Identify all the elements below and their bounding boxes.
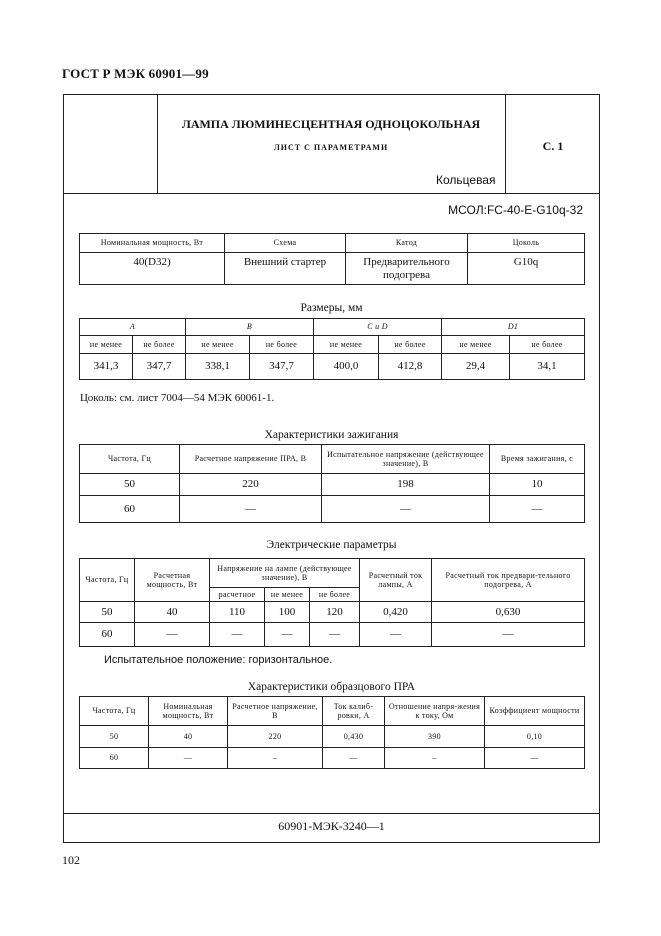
cell: — — [322, 496, 490, 523]
table-row — [80, 354, 585, 380]
sub-max: не более — [133, 336, 186, 354]
header-scheme: Схема — [225, 234, 346, 253]
sub-min: не менее — [265, 588, 310, 602]
value-power: 40(D32) — [80, 253, 225, 285]
doc-subtitle: ЛИСТ С ПАРАМЕТРАМИ — [273, 143, 389, 152]
cell: 100 — [265, 602, 310, 623]
sub-min: не менее — [80, 336, 133, 354]
standard-number: ГОСТ Р МЭК 60901—99 — [62, 66, 209, 81]
sub-min: не менее — [186, 336, 250, 354]
cell: 0,10 — [485, 726, 585, 748]
ignition-table — [79, 444, 585, 523]
sub-rated: расчетное — [210, 588, 265, 602]
cell: – — [385, 748, 485, 769]
table-row — [80, 697, 585, 726]
cell: — — [210, 623, 265, 647]
group-c-d: C и D — [314, 319, 442, 336]
header-power: Номинальная мощность, Вт — [80, 234, 225, 253]
dimensions-table — [79, 318, 585, 380]
table-row — [80, 623, 585, 647]
base-note: Цоколь: см. лист 7004—54 МЭК 60061-1. — [80, 392, 275, 404]
header-lamp-voltage: Напряжение на лампе (действующее значение), В — [210, 559, 360, 588]
header-test-voltage: Испытательное напряжение (действующее значение), В — [322, 445, 490, 474]
cell: — — [323, 748, 385, 769]
cell: 110 — [210, 602, 265, 623]
table-row — [80, 726, 585, 748]
footer-code: 60901-МЭК-3240—1 — [278, 819, 385, 833]
ballast-table — [79, 696, 585, 769]
header-voltage-current-ratio: Отношение напря-жения к току, Ом — [385, 697, 485, 726]
cell: 10 — [490, 474, 585, 496]
page-number: 102 — [62, 853, 80, 867]
cell: 390 — [385, 726, 485, 748]
cell: — — [485, 748, 585, 769]
sub-max: не более — [510, 336, 585, 354]
header-lamp-current: Расчетный ток лампы, А — [360, 559, 432, 602]
electrical-table — [79, 558, 585, 647]
header-power-factor: Коэффициент мощности — [485, 697, 585, 726]
table-row — [80, 319, 585, 336]
header-power: Номинальная мощность, Вт — [149, 697, 228, 726]
cell: 60 — [80, 748, 149, 769]
dim-value: 29,4 — [442, 354, 510, 380]
table-row — [80, 474, 585, 496]
cell: 120 — [310, 602, 360, 623]
cell: – — [228, 748, 323, 769]
table-row — [80, 559, 585, 588]
header-voltage: Расчетное напряжение, В — [228, 697, 323, 726]
header-cathode: Катод — [346, 234, 468, 253]
cell: 50 — [80, 726, 149, 748]
cell: 0,630 — [432, 602, 585, 623]
sheet-number: С. 1 — [542, 139, 564, 153]
dim-value: 412,8 — [379, 354, 442, 380]
cell: 40 — [135, 602, 210, 623]
value-cathode: Предварительного подогрева — [346, 253, 468, 285]
general-table — [79, 233, 585, 285]
cell: 40 — [149, 726, 228, 748]
cell: — — [135, 623, 210, 647]
ignition-title: Характеристики зажигания — [264, 429, 399, 441]
cell: — — [265, 623, 310, 647]
test-position: Испытательное положение: горизонтальное. — [104, 654, 333, 666]
table-row — [80, 602, 585, 623]
sub-max: не более — [379, 336, 442, 354]
header-base: Цоколь — [468, 234, 585, 253]
header-frequency: Частота, Гц — [80, 697, 149, 726]
value-scheme: Внешний стартер — [225, 253, 346, 285]
value-base: G10q — [468, 253, 585, 285]
header-power: Расчетная мощность, Вт — [135, 559, 210, 602]
lamp-code: МСОЛ:FC-40-E-G10q-32 — [448, 203, 583, 217]
cell: — — [149, 748, 228, 769]
header-ignition-time: Время зажигания, с — [490, 445, 585, 474]
cell: 198 — [322, 474, 490, 496]
dim-value: 347,7 — [133, 354, 186, 380]
cell: 50 — [80, 602, 135, 623]
footer-line — [64, 813, 599, 814]
sub-max: не более — [250, 336, 314, 354]
cell: — — [360, 623, 432, 647]
group-b: B — [186, 319, 314, 336]
dim-value: 338,1 — [186, 354, 250, 380]
lamp-type: Кольцевая — [436, 173, 496, 187]
header-frequency: Частота, Гц — [80, 445, 180, 474]
dim-value: 400,0 — [314, 354, 379, 380]
cell: 220 — [180, 474, 322, 496]
sub-min: не менее — [314, 336, 379, 354]
dim-value: 347,7 — [250, 354, 314, 380]
cell: — — [180, 496, 322, 523]
cell: — — [490, 496, 585, 523]
table-row — [80, 748, 585, 769]
sub-min: не менее — [442, 336, 510, 354]
table-row — [80, 336, 585, 354]
table-row — [80, 445, 585, 474]
group-a: A — [80, 319, 186, 336]
cell: 50 — [80, 474, 180, 496]
header-ballast-voltage: Расчетное напряжение ПРА, В — [180, 445, 322, 474]
dim-value: 341,3 — [80, 354, 133, 380]
header-frequency: Частота, Гц — [80, 559, 135, 602]
cell: 220 — [228, 726, 323, 748]
sub-max: не более — [310, 588, 360, 602]
header-calibration-current: Ток калиб-ровки, А — [323, 697, 385, 726]
header-preheat-current: Расчетный ток предвари-тельного подогрева, А — [432, 559, 585, 602]
doc-title: ЛАМПА ЛЮМИНЕСЦЕНТНАЯ ОДНОЦОКОЛЬНАЯ — [181, 117, 481, 131]
dim-value: 34,1 — [510, 354, 585, 380]
dimensions-title: Размеры, мм — [300, 302, 363, 314]
header-bottom-line — [64, 193, 599, 194]
cell: 60 — [80, 496, 180, 523]
cell: — — [310, 623, 360, 647]
cell: 0,430 — [323, 726, 385, 748]
cell: 60 — [80, 623, 135, 647]
group-d1: D1 — [442, 319, 585, 336]
table-row — [80, 234, 585, 253]
cell: — — [432, 623, 585, 647]
electrical-title: Электрические параметры — [266, 539, 397, 551]
table-row — [80, 496, 585, 523]
ballast-title: Характеристики образцового ПРА — [247, 681, 416, 693]
table-row — [80, 253, 585, 285]
cell: 0,420 — [360, 602, 432, 623]
